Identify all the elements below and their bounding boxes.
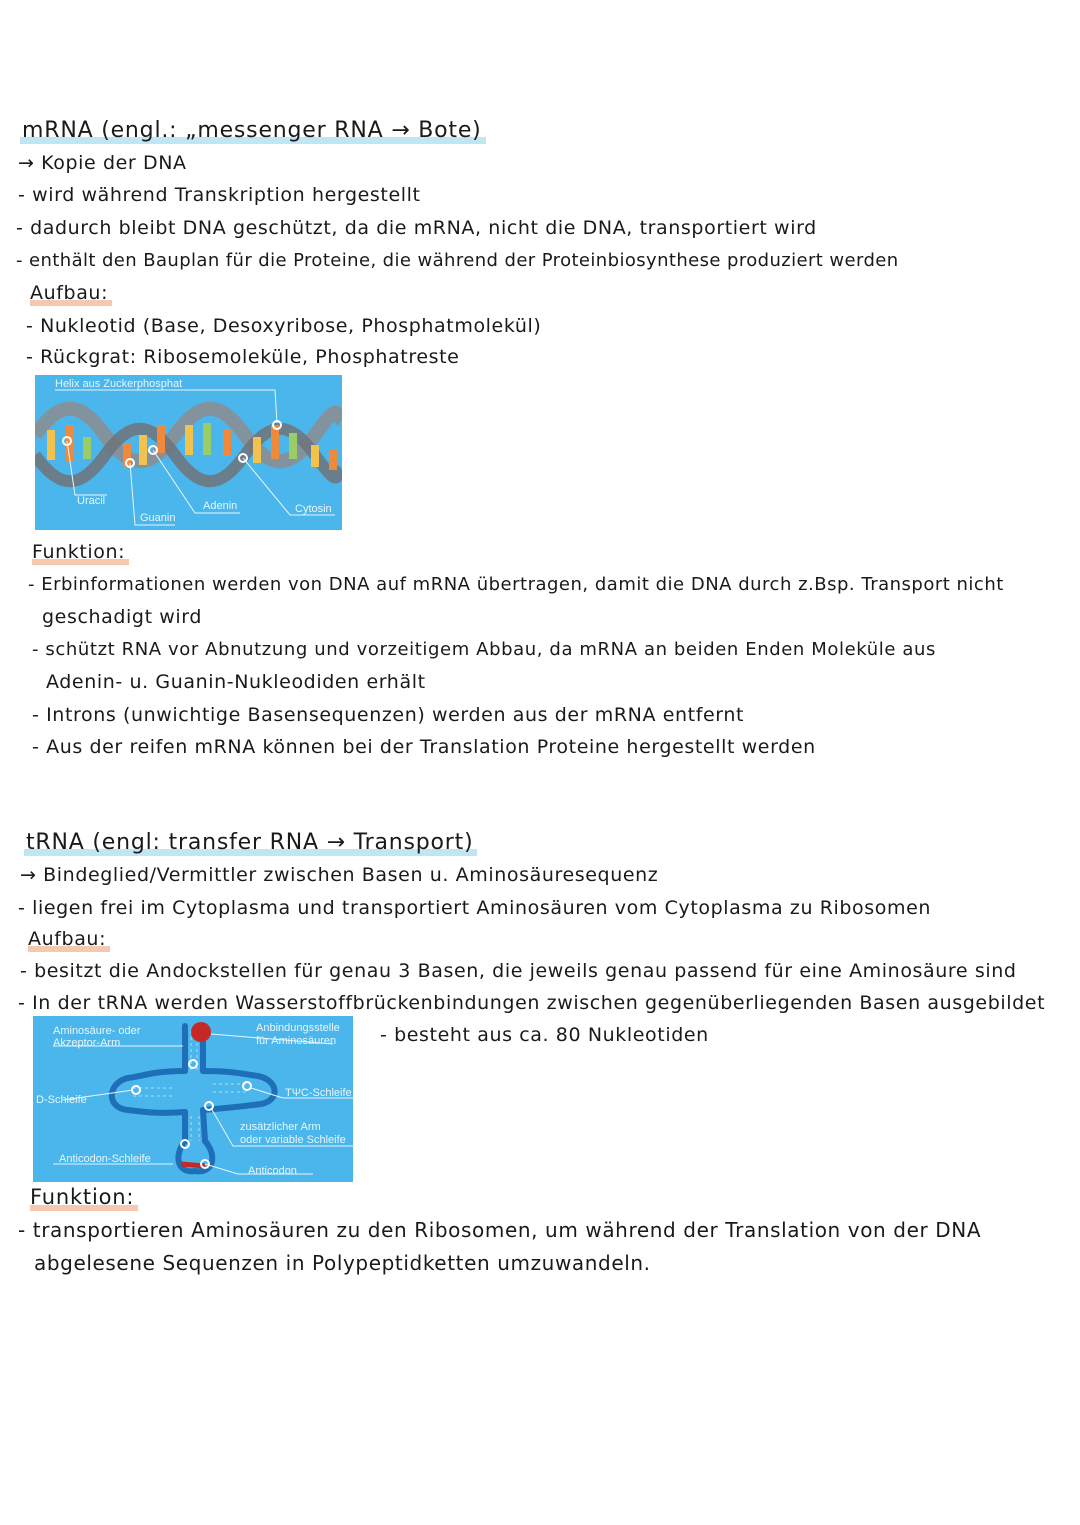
mrna-funktion-line-5: - Introns (unwichtige Basensequenzen) werden aus der mRNA entfernt xyxy=(32,704,745,726)
trna-aufbau-line-1: - besitzt die Andockstellen für genau 3 Basen, die jeweils genau passend für eine Aminosäure sind xyxy=(20,960,1017,982)
mrna-heading: mRNA (engl.: „messenger RNA → Bote) xyxy=(20,120,486,142)
mrna-figure-label-cytosin: Cytosin xyxy=(295,503,332,515)
mrna-funktion-line-6: - Aus der reifen mRNA können bei der Translation Proteine hergestellt werden xyxy=(32,736,816,758)
trna-funktion-line-2: abgelesene Sequenzen in Polypeptidketten umzuwandeln. xyxy=(34,1251,651,1275)
trna-label-extra-arm-2: oder variable Schleife xyxy=(240,1134,346,1146)
mrna-funktion-line-1: - Erbinformationen werden von DNA auf mRNA übertragen, damit die DNA durch z.Bsp. Transport nicht xyxy=(28,574,1004,595)
mrna-line-4: - enthält den Bauplan für die Proteine, die während der Proteinbiosynthese produziert werden xyxy=(16,250,899,271)
mrna-figure-label-adenin: Adenin xyxy=(203,500,238,512)
trna-label-acceptor-2: Akzeptor-Arm xyxy=(53,1037,121,1049)
trna-label-extra-arm: zusätzlicher Arm xyxy=(240,1121,321,1133)
mrna-figure-label-uracil: Uracil xyxy=(77,495,106,507)
mrna-aufbau-label: Aufbau: xyxy=(30,284,112,303)
mrna-figure-title: Helix aus Zuckerphosphat xyxy=(55,378,183,390)
trna-heading: tRNA (engl: transfer RNA → Transport) xyxy=(24,832,477,854)
mrna-funktion-line-3: - schützt RNA vor Abnutzung und vorzeitigem Abbau, da mRNA an beiden Enden Moleküle aus xyxy=(32,639,936,660)
mrna-funktion-line-4: Adenin- u. Guanin-Nukleodiden erhält xyxy=(46,671,426,693)
mrna-line-3: - dadurch bleibt DNA geschützt, da die mRNA, nicht die DNA, transportiert wird xyxy=(16,217,817,239)
mrna-funktion-label: Funktion: xyxy=(32,543,129,562)
trna-label-tpsic-loop: TΨC-Schleife xyxy=(285,1087,352,1099)
trna-label-acceptor: Aminosäure- oder xyxy=(53,1025,141,1037)
trna-label-binding: Anbindungsstelle xyxy=(256,1022,340,1034)
trna-label-anticodon: Anticodon xyxy=(248,1165,297,1177)
mrna-funktion-line-2: geschadigt wird xyxy=(42,606,203,628)
mrna-aufbau-line-2: - Rückgrat: Ribosemoleküle, Phosphatreste xyxy=(26,346,460,368)
trna-funktion-label: Funktion: xyxy=(30,1187,138,1208)
trna-label-anticodon-loop: Anticodon-Schleife xyxy=(59,1153,151,1165)
trna-aufbau-line-2: - In der tRNA werden Wasserstoffbrückenbindungen zwischen gegenüberliegenden Basen ausgebildet xyxy=(18,992,1046,1014)
trna-structure-figure xyxy=(33,1016,353,1182)
trna-aufbau-line-3: - besteht aus ca. 80 Nukleotiden xyxy=(380,1024,709,1046)
trna-line-2: - liegen frei im Cytoplasma und transportiert Aminosäuren vom Cytoplasma zu Ribosomen xyxy=(18,897,932,919)
trna-line-1: → Bindeglied/Vermittler zwischen Basen u. Aminosäuresequenz xyxy=(20,864,659,886)
mrna-structure-figure xyxy=(35,375,342,530)
trna-label-d-loop: D-Schleife xyxy=(36,1094,87,1106)
trna-funktion-line-1: - transportieren Aminosäuren zu den Ribosomen, um während der Translation von der DNA xyxy=(18,1218,982,1242)
mrna-line-1: → Kopie der DNA xyxy=(18,152,187,174)
mrna-aufbau-line-1: - Nukleotid (Base, Desoxyribose, Phosphatmolekül) xyxy=(26,315,542,337)
trna-label-binding-2: für Aminosäuren xyxy=(256,1035,337,1047)
mrna-figure-label-guanin: Guanin xyxy=(140,512,176,524)
trna-aufbau-label: Aufbau: xyxy=(28,930,110,949)
mrna-line-2: - wird während Transkription hergestellt xyxy=(18,184,421,206)
